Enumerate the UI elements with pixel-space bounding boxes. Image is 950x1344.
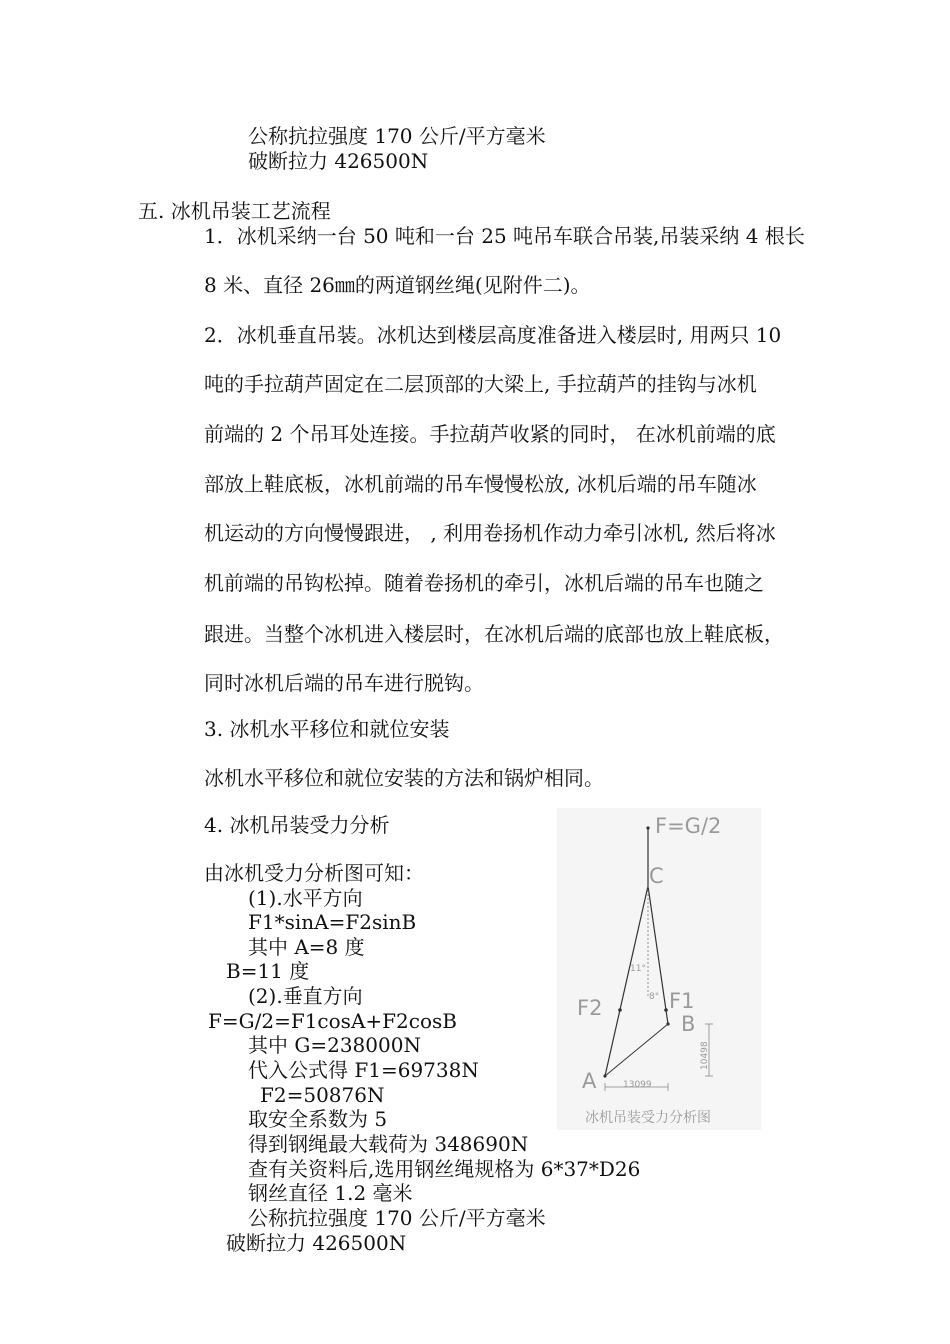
item1-line1: 1．冰机采纳一台 50 吨和一台 25 吨吊车联合吊装,吊装采纳 4 根长 — [204, 224, 805, 248]
breaking-force-line: 破断拉力 426500N — [248, 149, 429, 173]
angle-11-label: 11° — [630, 964, 646, 974]
item1-line2: 8 米、直径 26㎜的两道钢丝绳(见附件二)。 — [204, 273, 591, 297]
item4-title: 4. 冰机吊装受力分析 — [204, 813, 390, 837]
vertical-dimension-label: 10498 — [700, 1041, 710, 1070]
figure-caption: 冰机吊装受力分析图 — [585, 1110, 711, 1126]
angle-8-label: 8° — [649, 992, 660, 1002]
calc-line: 钢丝直径 1.2 毫米 — [248, 1181, 413, 1205]
calc-line: 得到钢绳最大载荷为 348690N — [248, 1132, 529, 1156]
calc-line: 代入公式得 F1=69738N — [248, 1058, 479, 1082]
calc-line: F=G/2=F1cosA+F2cosB — [208, 1009, 457, 1033]
calc-line: (1).水平方向 — [248, 886, 363, 910]
force-diagram — [557, 808, 761, 1130]
item3-body: 冰机水平移位和就位安装的方法和锅炉相同。 — [204, 766, 604, 790]
right-rope-line — [648, 886, 668, 1024]
top-force-label: F=G/2 — [655, 814, 722, 838]
item2-line2: 吨的手拉葫芦固定在二层顶部的大梁上, 手拉葫芦的挂钩与冰机 — [204, 372, 757, 396]
item2-line3: 前端的 2 个吊耳处连接。手拉葫芦收紧的同时， 在冰机前端的底 — [204, 422, 776, 446]
calc-line: F2=50876N — [260, 1083, 385, 1107]
top-point — [646, 826, 649, 829]
f1-label: F1 — [669, 989, 695, 1013]
item4-intro: 由冰机受力分析图可知： — [204, 861, 424, 885]
horizontal-dimension-label: 13099 — [623, 1080, 652, 1090]
calc-line: 查有关资料后,选用钢丝绳规格为 6*37*D26 — [248, 1157, 641, 1181]
a-label: A — [582, 1069, 597, 1093]
item2-line6: 机前端的吊钩松掉。随着卷扬机的牵引，冰机后端的吊车也随之 — [204, 571, 764, 595]
item3-title: 3. 冰机水平移位和就位安装 — [204, 717, 450, 741]
calc-line: (2).垂直方向 — [248, 984, 363, 1008]
c-label: C — [649, 864, 664, 888]
calc-line: 其中 G=238000N — [248, 1033, 421, 1057]
a-point — [603, 1074, 606, 1077]
calc-line: 破断拉力 426500N — [226, 1231, 407, 1255]
f2-point — [618, 1008, 622, 1012]
f2-label: F2 — [577, 996, 603, 1020]
b-label: B — [681, 1012, 696, 1036]
strength-line: 公称抗拉强度 170 公斤/平方毫米 — [248, 124, 546, 148]
calc-line: 公称抗拉强度 170 公斤/平方毫米 — [248, 1206, 546, 1230]
item2-line1: 2．冰机垂直吊装。冰机达到楼层高度准备进入楼层时, 用两只 10 — [204, 323, 782, 347]
item2-line8: 同时冰机后端的吊车进行脱钩。 — [204, 671, 484, 695]
calc-line: B=11 度 — [226, 959, 310, 983]
calc-line: 取安全系数为 5 — [248, 1107, 388, 1131]
calc-line: 其中 A=8 度 — [248, 935, 365, 959]
item2-line7: 跟进。当整个冰机进入楼层时，在冰机后端的底部也放上鞋底板， — [204, 622, 784, 646]
calc-line: F1*sinA=F2sinB — [248, 910, 417, 934]
force-analysis-figure — [557, 808, 761, 1130]
section-heading: 五. 冰机吊装工艺流程 — [138, 199, 331, 223]
item2-line5: 机运动的方向慢慢跟进， , 利用卷扬机作动力牵引冰机, 然后将冰 — [204, 521, 776, 545]
item2-line4: 部放上鞋底板，冰机前端的吊车慢慢松放, 冰机后端的吊车随冰 — [204, 472, 757, 496]
f1-point — [664, 1008, 668, 1012]
b-point — [666, 1022, 669, 1025]
left-rope-line — [605, 886, 648, 1076]
